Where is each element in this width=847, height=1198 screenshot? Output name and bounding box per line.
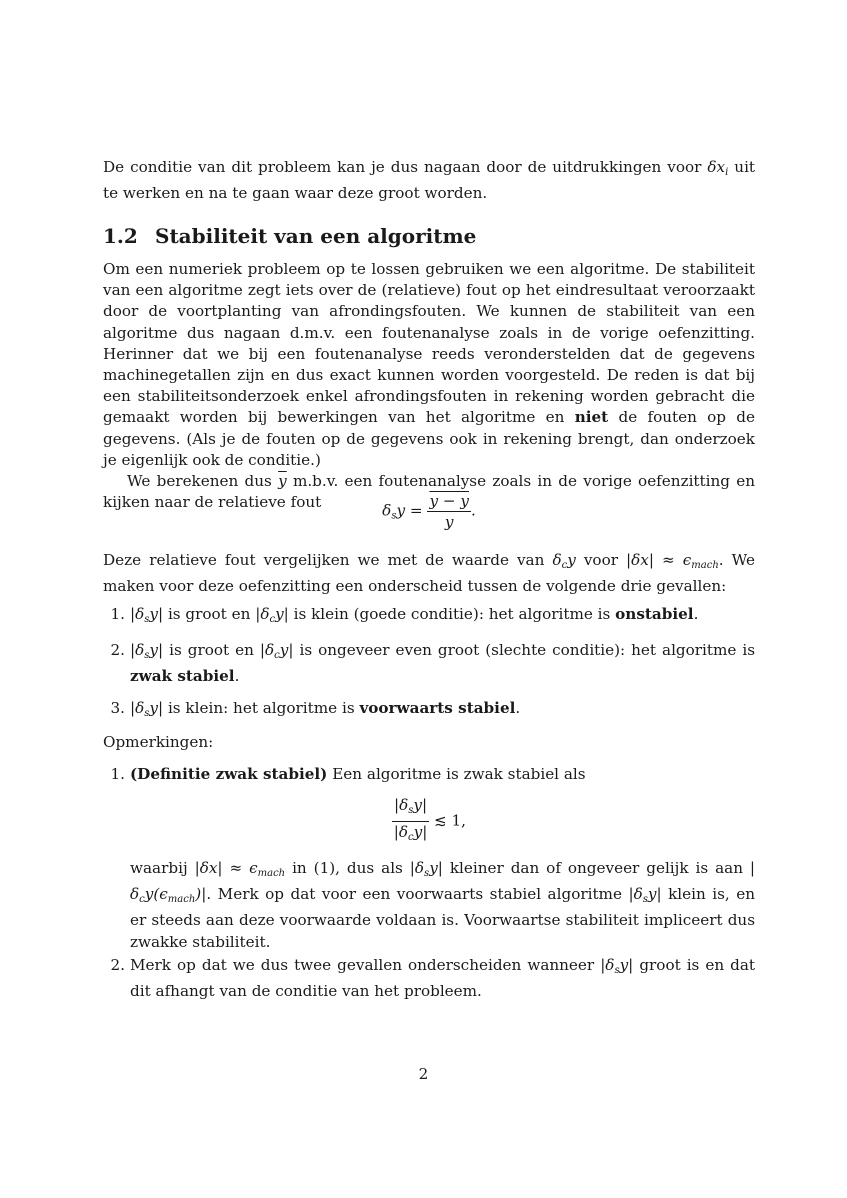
intro-text: De conditie van dit probleem kan je dus nagaan door de uitdrukkingen voor $\delta x_i$ uit te werken en na te gaan waar deze groot worden. xyxy=(103,158,756,203)
remark-2: 2. Merk op dat we dus twee gevallen onderscheiden wanneer $|\delta_sy|$ groot is en dat dit afhangt van de conditie van het probleem. xyxy=(110,956,756,1001)
remarks-heading: Opmerkingen: xyxy=(103,733,214,751)
stability-paragraph xyxy=(103,259,755,513)
equation-weak-stability: $\frac{|\delta_sy|}{|\delta_cy|}$ ≲ 1, xyxy=(393,796,466,843)
intro-paragraph xyxy=(103,157,755,204)
remark-1-continuation: waarbij $|\delta x| \approx \epsilon_{mach}$ in (1), dus als $|\delta_sy|$ kleiner dan of ongeveer gelijk is aan $|\delta_cy(\epsilon_{mach})|$. Merk op dat voor een voorwaarts stabiel algoritme $|\delta_sy|$ klein is, en er steeds aan deze voorwaarde voldaan is. Voorwaartse stabiliteit impliceert dus zwakke stabiliteit. xyxy=(130,859,756,951)
case-item-2: 2. $|\delta_sy|$ is groot en $|\delta_cy|$ is ongeveer even groot (slechte conditie): het algoritme is zwak stabiel. xyxy=(110,641,756,686)
comparison-paragraph xyxy=(103,550,755,597)
paragraph-1: Om een numeriek probleem op te lossen gebruiken we een algoritme. De stabiliteit van een algoritme zegt iets over de (relatieve) fout op het eindresultaat veroorzaakt door de voortplanting van afrondingsfouten. We kunnen de stabiliteit van een algoritme dus nagaan d.m.v. een foutenanalyse zoals in de vorige oefenzitting. Herinner dat we bij een foutenanalyse reeds veronderstelden dat de gegevens machinegetallen zijn en dus exact kunnen worden voorgesteld. De reden is dat bij een stabiliteitsonderzoek enkel afrondingsfouten in rekening worden gebracht die gemaakt worden bij bewerkingen van het algoritme en niet de fouten op de gegevens. (Als je de fouten op de gegevens ook in rekening brengt, dan onderzoek je eigenlijk ook de conditie.) xyxy=(103,260,756,469)
paragraph-3: Deze relatieve fout vergelijken we met de waarde van $\delta_cy$ voor $|\delta x| \approx \epsilon_{mach}$. We maken voor deze oefenzitting een onderscheid tussen de volgende drie gevallen: xyxy=(103,551,756,596)
case-item-3: 3. $|\delta_sy|$ is klein: het algoritme is voorwaarts stabiel. xyxy=(110,698,521,719)
case-item-1: 1. $|\delta_sy|$ is groot en $|\delta_cy|$ is klein (goede conditie): het algoritme is onstabiel. xyxy=(110,605,699,625)
cases-list xyxy=(103,604,755,724)
page-number: 2 xyxy=(418,1065,429,1083)
paragraph-2: We berekenen dus $\overline{y}$ m.b.v. een foutenanalyse zoals in de vorige oefenzitting en kijken naar de relatieve fout xyxy=(103,472,756,512)
section-heading xyxy=(103,223,755,249)
section-number: 1.2 xyxy=(103,224,138,248)
equation-relative-error: $\delta_sy$ = $\frac{y - y}{y}$ . xyxy=(382,492,476,531)
remark-1: 1. (Definitie zwak stabiel) Een algoritme is zwak stabiel als xyxy=(110,765,586,783)
section-title: Stabiliteit van een algoritme xyxy=(155,224,477,248)
